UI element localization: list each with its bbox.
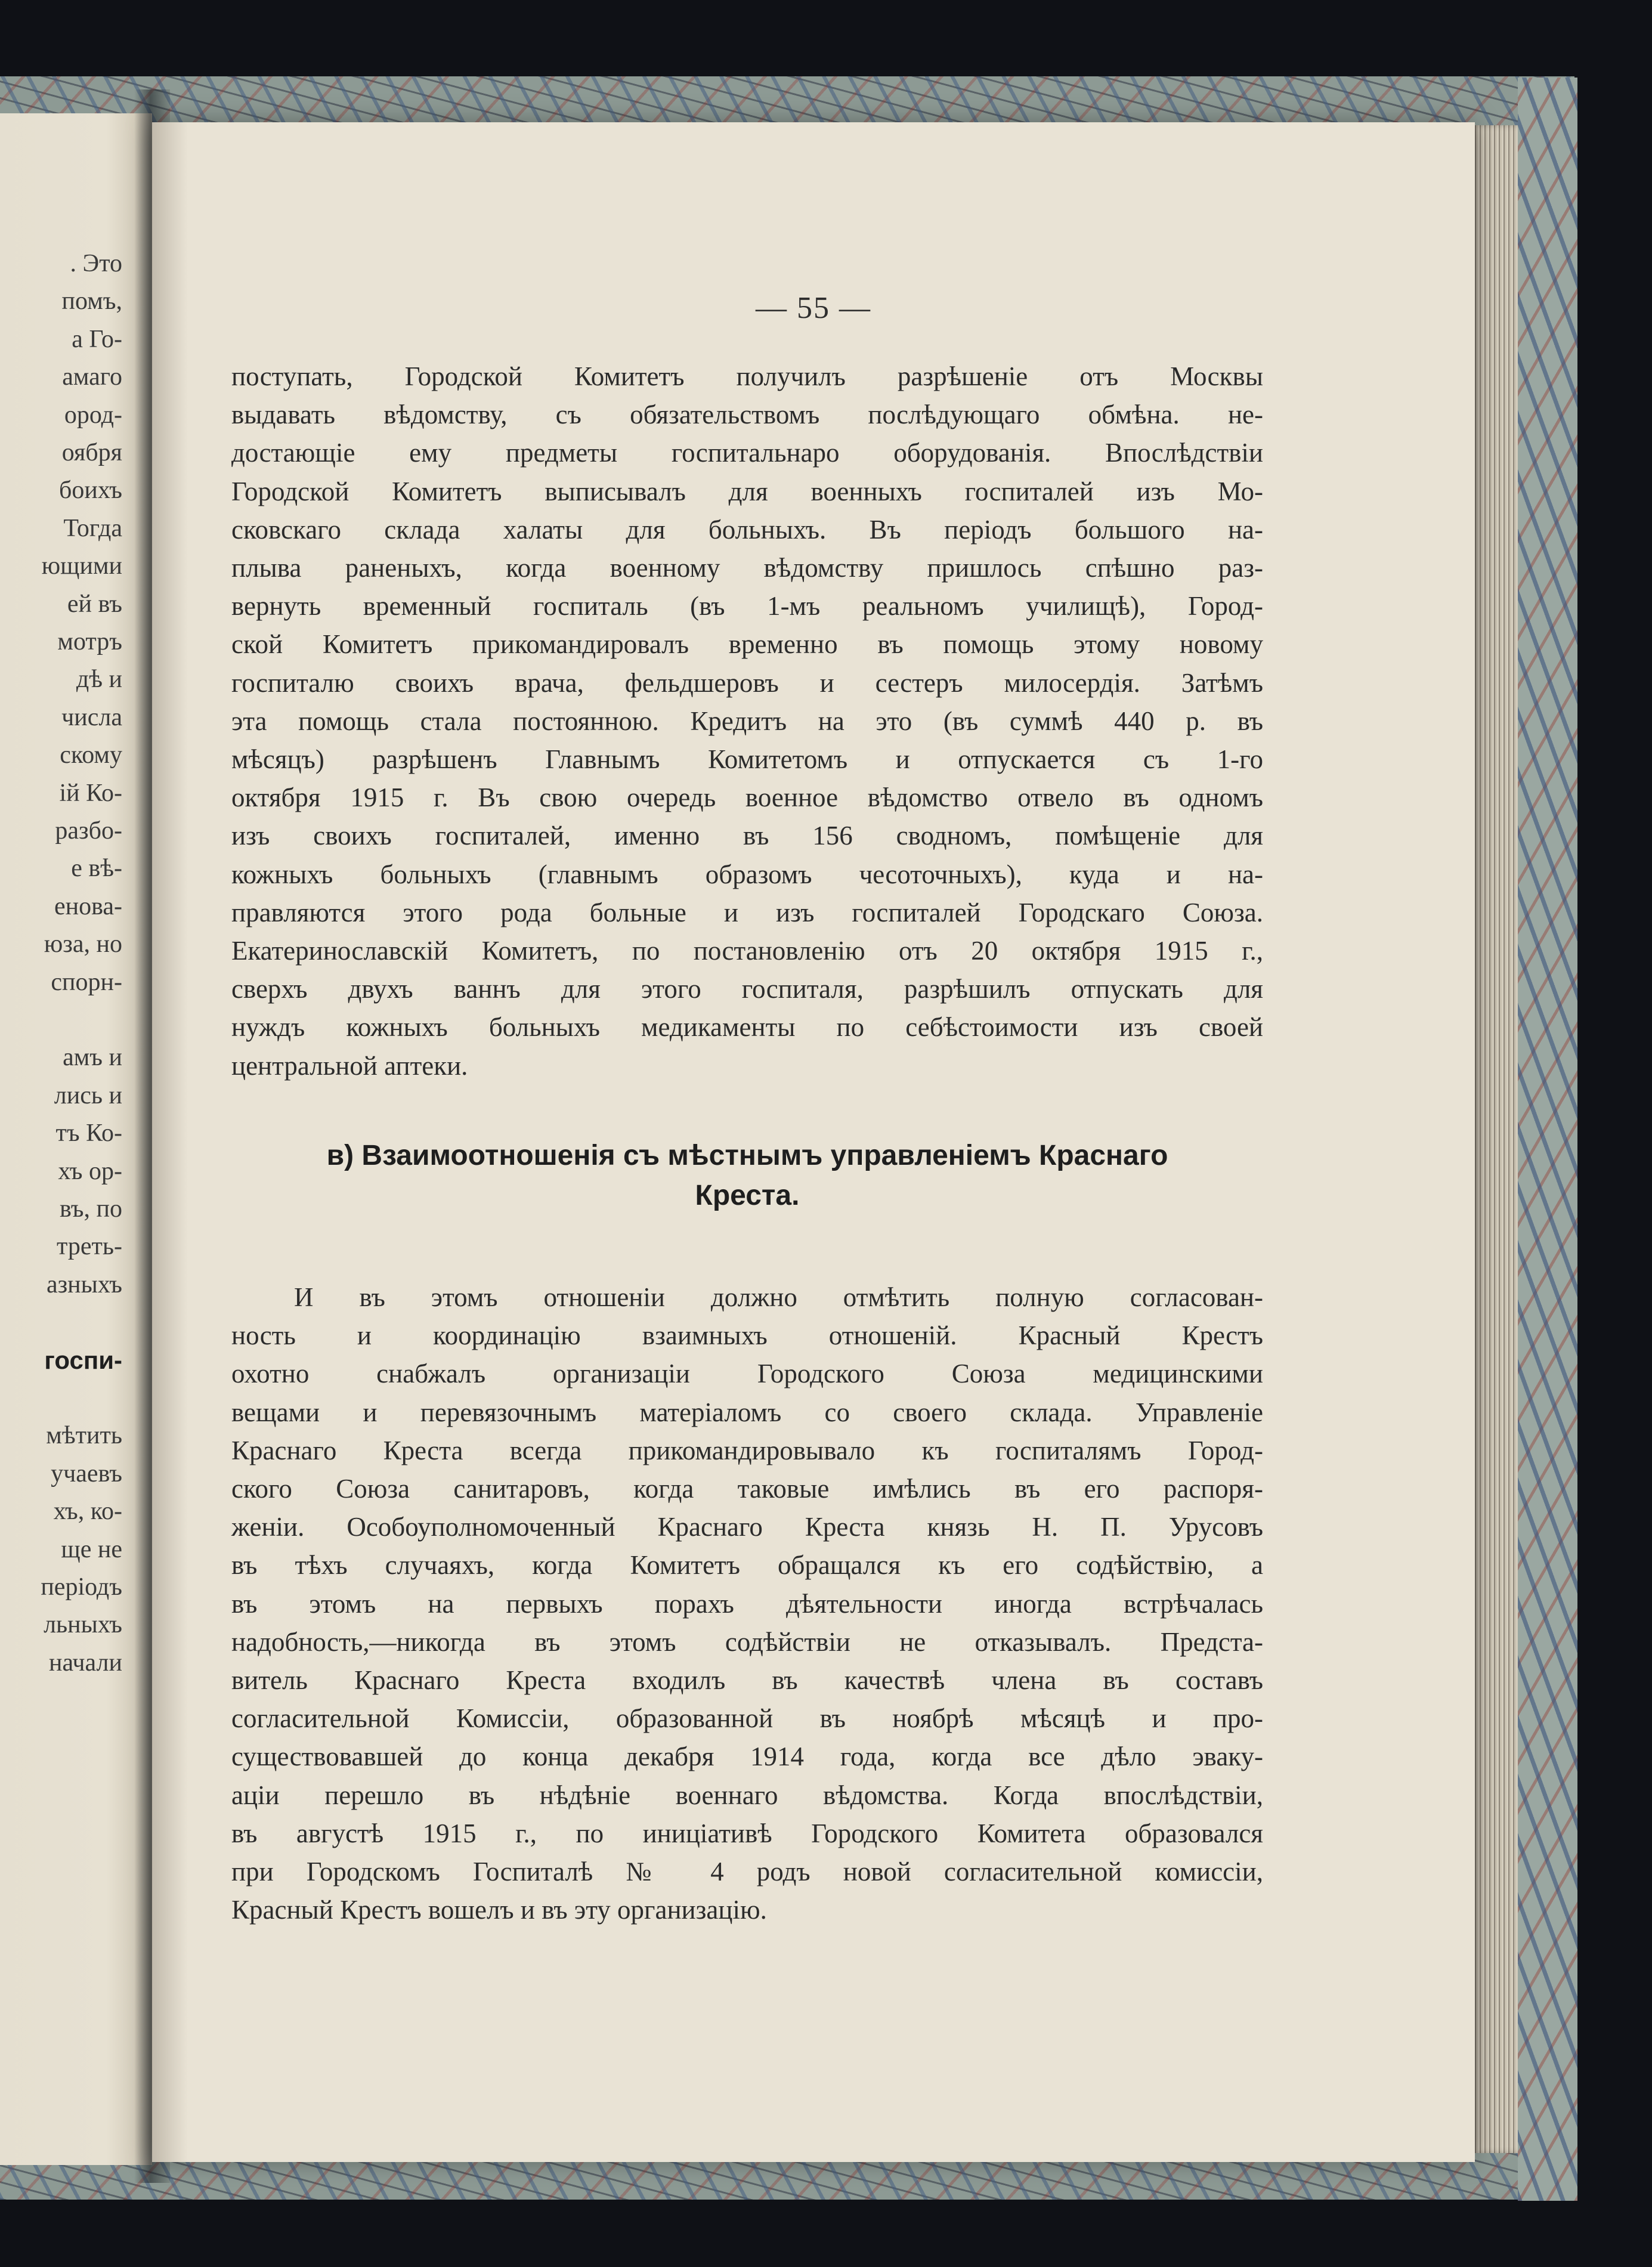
left-page-line: хъ ор- (58, 1157, 122, 1185)
text-line: плыва раненыхъ, когда военному вѣдомству пришлось спѣшно раз- (231, 553, 1263, 583)
left-page-line: тъ Ко- (55, 1119, 122, 1148)
text-line: изъ своихъ госпиталей, именно въ 156 сводномъ, помѣщеніе для (231, 821, 1263, 851)
text-line: женіи. Особоуполномоченный Краснаго Креста князь Н. П. Урусовъ (231, 1512, 1263, 1542)
text-line: эта помощь стала постоянною. Кредитъ на это (въ суммѣ 440 р. въ (231, 706, 1263, 736)
text-line: Краснаго Креста всегда прикомандировывало къ госпиталямъ Город- (231, 1435, 1263, 1465)
text-line: Екатеринославскій Комитетъ, по постановленію отъ 20 октября 1915 г., (231, 936, 1263, 966)
text-line: въ тѣхъ случаяхъ, когда Комитетъ обращался къ его содѣйствію, а (231, 1550, 1263, 1581)
text-line: мѣсяцъ) разрѣшенъ Главнымъ Комитетомъ и отпускается съ 1-го (231, 744, 1263, 774)
left-page-line: . Это (70, 250, 122, 277)
left-page-line: азныхъ (46, 1270, 122, 1298)
left-page-line: льныхъ (44, 1611, 122, 1639)
section-heading-line-2: Креста. (695, 1180, 800, 1211)
left-page-line: ій Ко- (59, 779, 122, 807)
left-page-line: амъ и (63, 1044, 122, 1072)
text-line: сковскаго склада халаты для больныхъ. Въ періодъ большого на- (231, 514, 1263, 545)
text-line: Городской Комитетъ выписывалъ для военныхъ госпиталей изъ Мо- (231, 476, 1263, 506)
text-line: нуждъ кожныхъ больныхъ медикаменты по себѣстоимости изъ своей (231, 1012, 1263, 1043)
text-line: при Городскомъ Госпиталѣ № 4 родъ новой согласительной комиссіи, (231, 1857, 1263, 1886)
left-page-line: скому (60, 741, 122, 769)
left-page-line: разбо- (55, 817, 122, 845)
text-line: ской Комитетъ прикомандировалъ временно въ помощь этому новому (231, 629, 1263, 660)
text-line: поступать, Городской Комитетъ получилъ разрѣшеніе отъ Москвы (231, 361, 1263, 391)
left-page-line: въ, по (60, 1195, 122, 1223)
text-line: аціи перешло въ нѣдѣніе военнаго вѣдомства. Когда впослѣдствіи, (231, 1780, 1263, 1810)
text-line: ского Союза санитаровъ, когда таковые имѣлись въ его распоря- (231, 1474, 1263, 1504)
left-page-line: ще не (61, 1535, 122, 1563)
text-line: въ августѣ 1915 г., по иниціативѣ Городского Комитета образовался (231, 1818, 1263, 1848)
left-page-line: боихъ (59, 477, 122, 505)
text-line: центральной аптеки. (231, 1050, 468, 1081)
left-page-line: ющими (41, 552, 122, 580)
left-page-line: помъ, (61, 287, 122, 316)
text-line: согласительной Комиссіи, образованной въ ноябрѣ мѣсяцѣ и про- (231, 1703, 1263, 1734)
text-line: существовавшей до конца декабря 1914 года, когда все дѣло эваку- (231, 1742, 1263, 1772)
text-line: охотно снабжалъ организаціи Городского Союза медицинскими (231, 1359, 1263, 1389)
left-page-line: мѣтить (46, 1422, 122, 1450)
text-line: вернуть временный госпиталь (въ 1-мъ реальномъ училищѣ), Город- (231, 591, 1263, 621)
left-page-line: е вѣ- (71, 855, 122, 883)
page-number: — 55 — (756, 291, 871, 325)
left-page-line: а Го- (72, 325, 122, 353)
left-page-line: хъ, ко- (53, 1498, 122, 1526)
facing-left-page (0, 113, 152, 2165)
left-page-line: амаго (62, 363, 122, 391)
left-page-line: лись и (54, 1081, 122, 1109)
text-line: кожныхъ больныхъ (главнымъ образомъ чесоточныхъ), куда и на- (231, 859, 1263, 889)
text-line: правляются этого рода больные и изъ госпиталей Городскаго Союза. (231, 897, 1263, 927)
left-page-line: енова- (54, 892, 122, 920)
text-line: И въ этомъ отношеніи должно отмѣтить полную согласован- (294, 1282, 1263, 1312)
left-page-line: юза, но (44, 930, 122, 958)
left-page-line: періодъ (41, 1573, 122, 1601)
left-page-line: учаевъ (51, 1459, 122, 1487)
text-line: надобность,—никогда въ этомъ содѣйствіи не отказывалъ. Предста- (231, 1626, 1263, 1657)
left-page-line: ород- (64, 401, 122, 429)
text-line: выдавать вѣдомству, съ обязательствомъ послѣдующаго обмѣна. не- (231, 400, 1263, 430)
text-line: въ этомъ на первыхъ порахъ дѣятельности иногда встрѣчалась (231, 1588, 1263, 1619)
left-page-line: спорн- (51, 968, 122, 996)
text-line: Красный Крестъ вошелъ и въ эту организацію. (231, 1895, 767, 1925)
section-heading-line-1: в) Взаимоотношенія съ мѣстнымъ управленіемъ Краснаго (326, 1140, 1168, 1171)
left-page-line: дѣ и (76, 666, 122, 694)
left-page-line: начали (48, 1649, 122, 1677)
left-page-line: Тогда (63, 514, 122, 542)
left-page-line: числа (61, 703, 122, 731)
marbled-cover-edge (1518, 78, 1577, 2201)
left-page-line: оября (61, 439, 122, 466)
left-page-line: госпи- (44, 1346, 122, 1374)
left-page-line: треть- (56, 1233, 122, 1261)
text-line: ность и координацію взаимныхъ отношеній. Красный Крестъ (231, 1320, 1263, 1351)
text-line: достающіе ему предметы госпитальнаро оборудованія. Впослѣдствіи (231, 438, 1263, 468)
left-page-line: ей въ (67, 590, 122, 618)
text-line: госпиталю своихъ врача, фельдшеровъ и сестеръ милосердія. Затѣмъ (231, 667, 1263, 698)
page-edges (1473, 125, 1518, 2153)
text-line: витель Краснаго Креста входилъ въ качествѣ члена въ составъ (231, 1665, 1263, 1695)
left-page-line: мотръ (57, 628, 122, 655)
book-page (152, 122, 1475, 2162)
text-line: октября 1915 г. Въ свою очередь военное вѣдомство отвело въ одномъ (231, 783, 1263, 813)
text-line: вещами и перевязочнымъ матеріаломъ со своего склада. Управленіе (231, 1397, 1263, 1427)
text-line: сверхъ двухъ ваннъ для этого госпиталя, разрѣшилъ отпускать для (231, 974, 1263, 1004)
